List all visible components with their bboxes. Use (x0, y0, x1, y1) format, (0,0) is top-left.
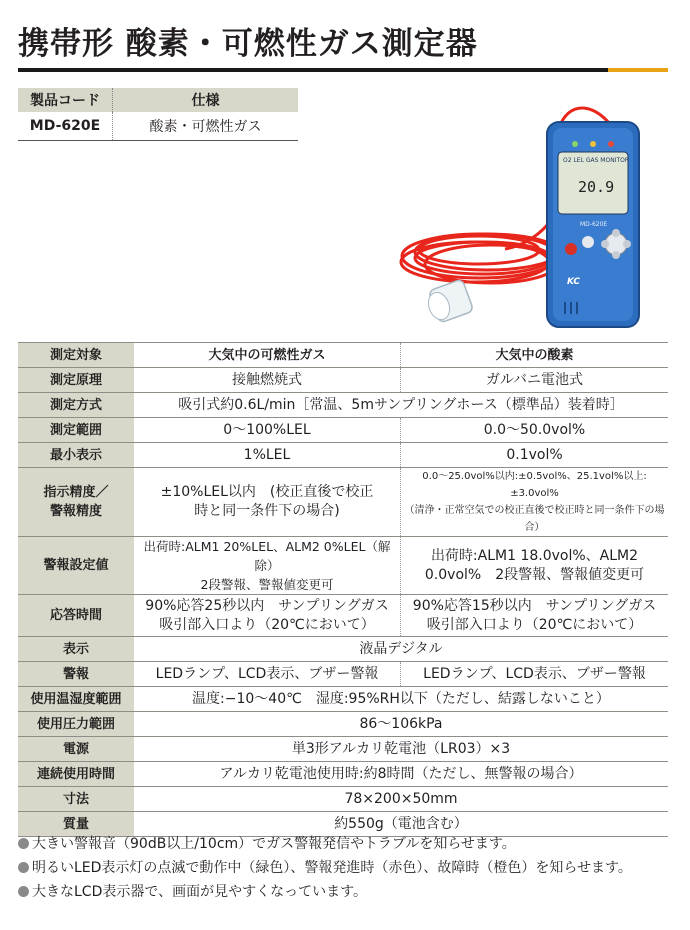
screen-value: 20.9 (578, 178, 615, 196)
spec-row (18, 662, 668, 687)
spec-label: 連続使用時間 (18, 762, 134, 787)
spec-label: 応答時間 (18, 595, 134, 637)
spec-value: 吸引式約0.6L/min［常温、5mサンプリングホース（標準品）装着時］ (134, 393, 668, 418)
spec-row (18, 737, 668, 762)
spec-value: 86〜106kPa (134, 712, 668, 737)
spec-row (18, 537, 668, 595)
product-code-table (18, 88, 298, 141)
product-code: MD-620E (18, 112, 113, 141)
bullet-icon (18, 862, 29, 873)
spec-row (18, 712, 668, 737)
spec-row (18, 595, 668, 637)
spec-label: 警報 (18, 662, 134, 687)
spec-header: 仕様 (113, 88, 299, 112)
feature-notes (18, 832, 632, 904)
spec-value-lel: 0〜100%LEL (134, 418, 401, 443)
spec-value-lel: 接触燃焼式 (134, 368, 401, 393)
title-rule-accent (608, 68, 668, 72)
product-spec: 酸素・可燃性ガス (113, 112, 299, 141)
spec-label: 測定範囲 (18, 418, 134, 443)
title-rule (18, 68, 668, 72)
model-label: MD-620E (580, 221, 608, 228)
spec-label: 使用圧力範囲 (18, 712, 134, 737)
spec-label: 測定原理 (18, 368, 134, 393)
spec-label: 質量 (18, 812, 134, 837)
gas-monitor-photo (395, 84, 680, 334)
spec-value-o2: 大気中の酸素 (401, 343, 669, 368)
note-item (18, 832, 632, 856)
note-text: 明るいLED表示灯の点滅で動作中（緑色）、警報発進時（赤色）、故障時（橙色）を知らせます。 (32, 860, 632, 876)
spec-label: 使用温湿度範囲 (18, 687, 134, 712)
note-item (18, 856, 632, 880)
spec-label: 最小表示 (18, 443, 134, 468)
spec-row (18, 393, 668, 418)
spec-value-o2: 90%応答15秒以内 サンプリングガス 吸引部入口より（20℃において） (401, 595, 669, 637)
spec-label: 電源 (18, 737, 134, 762)
spec-label: 寸法 (18, 787, 134, 812)
spec-label: 測定方式 (18, 393, 134, 418)
spec-value-lel: 90%応答25秒以内 サンプリングガス 吸引部入口より（20℃において） (134, 595, 401, 637)
note-item (18, 880, 632, 904)
spec-row (18, 343, 668, 368)
brand-logo: KC (567, 277, 581, 287)
note-text: 大きい警報音（90dB以上/10cm）でガス警報発信やトラブルを知らせます。 (32, 836, 516, 852)
spec-row (18, 443, 668, 468)
spec-table (18, 342, 668, 837)
spec-value-lel: 1%LEL (134, 443, 401, 468)
spec-value: 液晶デジタル (134, 637, 668, 662)
spec-value-o2: 0.0〜25.0vol%以内:±0.5vol%、25.1vol%以上:±3.0vol% （清浄・正常空気での校正直後で校正時と同一条件下の場合） (401, 468, 669, 537)
spec-value-o2: ガルバニ電池式 (401, 368, 669, 393)
spec-label: 測定対象 (18, 343, 134, 368)
spec-value: 約550g（電池含む） (134, 812, 668, 837)
spec-row (18, 468, 668, 537)
spec-value-o2: 0.1vol% (401, 443, 669, 468)
spec-value: 78×200×50mm (134, 787, 668, 812)
bullet-icon (18, 838, 29, 849)
spec-label: 指示精度／ 警報精度 (18, 468, 134, 537)
spec-row (18, 637, 668, 662)
spec-value-o2: LEDランプ、LCD表示、ブザー警報 (401, 662, 669, 687)
page-title: 携帯形 酸素・可燃性ガス測定器 (18, 26, 478, 62)
spec-value-o2: 出荷時:ALM1 18.0vol%、ALM2 0.0vol% 2段警報、警報値変更可 (401, 537, 669, 595)
spec-value: 温度:−10〜40℃ 湿度:95%RH以下（ただし、結露しないこと） (134, 687, 668, 712)
spec-label: 警報設定値 (18, 537, 134, 595)
code-header: 製品コード (18, 88, 113, 112)
spec-row (18, 787, 668, 812)
spec-row (18, 418, 668, 443)
monitor-body (547, 122, 639, 327)
bullet-icon (18, 886, 29, 897)
spec-value: 単3形アルカリ乾電池（LR03）×3 (134, 737, 668, 762)
spec-value-lel: 大気中の可燃性ガス (134, 343, 401, 368)
spec-row (18, 687, 668, 712)
spec-value: アルカリ乾電池使用時:約8時間（ただし、無警報の場合） (134, 762, 668, 787)
spec-row (18, 368, 668, 393)
spec-value-lel: LEDランプ、LCD表示、ブザー警報 (134, 662, 401, 687)
sampling-probe (425, 279, 474, 323)
spec-value-lel: 出荷時:ALM1 20%LEL、ALM2 0%LEL（解除） 2段警報、警報値変更可 (134, 537, 401, 595)
screen-label: O2 LEL GAS MONITOR (563, 157, 630, 164)
spec-value-lel: ±10%LEL以内 (校正直後で校正 時と同一条件下の場合) (134, 468, 401, 537)
spec-label: 表示 (18, 637, 134, 662)
spec-row (18, 762, 668, 787)
spec-value-o2: 0.0〜50.0vol% (401, 418, 669, 443)
note-text: 大きなLCD表示器で、画面が見やすくなっています。 (32, 884, 367, 900)
